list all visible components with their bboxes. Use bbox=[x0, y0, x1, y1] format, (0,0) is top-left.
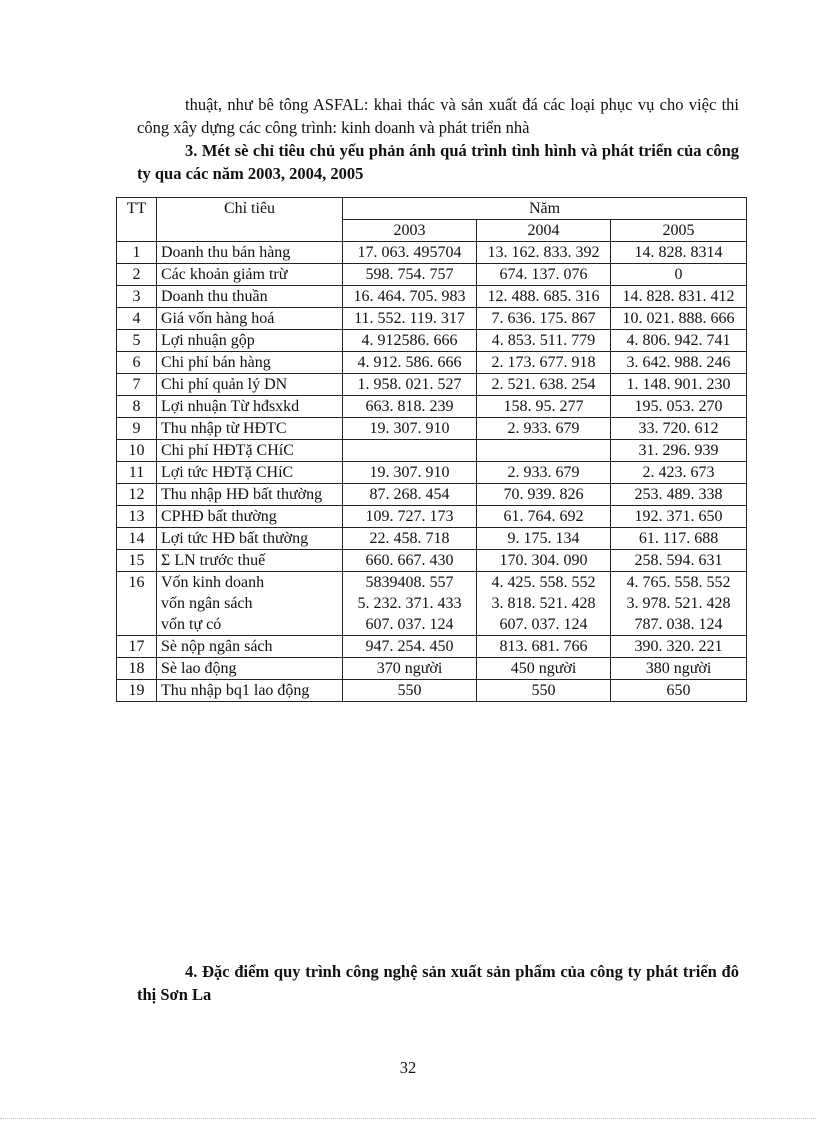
table-row bbox=[117, 550, 747, 572]
row-value-2003: 11. 552. 119. 317 bbox=[343, 308, 477, 330]
row-value-2004: 550 bbox=[477, 680, 611, 702]
row-tt: 2 bbox=[117, 264, 157, 286]
row-tt: 13 bbox=[117, 506, 157, 528]
table-row bbox=[117, 418, 747, 440]
row-value-2004: 170. 304. 090 bbox=[477, 550, 611, 572]
intro-paragraph bbox=[137, 93, 739, 139]
row-tt: 7 bbox=[117, 374, 157, 396]
table-row bbox=[117, 484, 747, 506]
row-label: Lợi tức HĐTặ CHíC bbox=[157, 462, 343, 484]
row-value-2003: 370 người bbox=[343, 658, 477, 680]
row-value-2004: 7. 636. 175. 867 bbox=[477, 308, 611, 330]
row-value-2005: 195. 053. 270 bbox=[611, 396, 747, 418]
row-tt: 1 bbox=[117, 242, 157, 264]
row-value-2004: 61. 764. 692 bbox=[477, 506, 611, 528]
row-tt: 15 bbox=[117, 550, 157, 572]
header-year-2005: 2005 bbox=[611, 220, 747, 242]
row-value-2004: 158. 95. 277 bbox=[477, 396, 611, 418]
row-value-2003: 19. 307. 910 bbox=[343, 418, 477, 440]
row-label: Thu nhập HĐ bất thường bbox=[157, 484, 343, 506]
row-value-2004: 13. 162. 833. 392 bbox=[477, 242, 611, 264]
row-value-2003: 663. 818. 239 bbox=[343, 396, 477, 418]
row-label: Thu nhập từ HĐTC bbox=[157, 418, 343, 440]
row-value-2004: 2. 521. 638. 254 bbox=[477, 374, 611, 396]
header-tt: TT bbox=[117, 198, 157, 242]
table-row bbox=[117, 330, 747, 352]
intro-line-1: thuật, như bê tông ASFAL: khai thác và sản xuất đá các loại phục vụ bbox=[185, 95, 655, 114]
table-row bbox=[117, 636, 747, 658]
row-label: Lợi nhuận gộp bbox=[157, 330, 343, 352]
row-value-2003: 4. 912. 586. 666 bbox=[343, 352, 477, 374]
row-label: Chi phí bán hàng bbox=[157, 352, 343, 374]
row-value-2004: 4. 853. 511. 779 bbox=[477, 330, 611, 352]
row-value-2003: 16. 464. 705. 983 bbox=[343, 286, 477, 308]
row-value-2005: 380 người bbox=[611, 658, 747, 680]
row-value-2003: 947. 254. 450 bbox=[343, 636, 477, 658]
table-row bbox=[117, 242, 747, 264]
row-tt: 8 bbox=[117, 396, 157, 418]
table-row bbox=[117, 374, 747, 396]
indicator-table bbox=[116, 197, 747, 702]
row-label: Chi phí HĐTặ CHíC bbox=[157, 440, 343, 462]
row-value-2004 bbox=[477, 440, 611, 462]
table-row bbox=[117, 286, 747, 308]
page-bottom-rule bbox=[0, 1118, 816, 1119]
row-value-2004: 9. 175. 134 bbox=[477, 528, 611, 550]
row-value-2004: 813. 681. 766 bbox=[477, 636, 611, 658]
row-tt: 4 bbox=[117, 308, 157, 330]
row-value-2003: 598. 754. 757 bbox=[343, 264, 477, 286]
row-value-2004: 674. 137. 076 bbox=[477, 264, 611, 286]
row-tt: 19 bbox=[117, 680, 157, 702]
row-value-2005: 390. 320. 221 bbox=[611, 636, 747, 658]
header-nam: Năm bbox=[343, 198, 747, 220]
row-value-2004: 2. 933. 679 bbox=[477, 462, 611, 484]
row-value-2004: 4. 425. 558. 552 3. 818. 521. 428 607. 037. 124 bbox=[477, 572, 611, 636]
table-row bbox=[117, 658, 747, 680]
row-label: Vốn kinh doanh vốn ngân sách vốn tự có bbox=[157, 572, 343, 636]
row-tt: 16 bbox=[117, 572, 157, 636]
intro-line-2: cho việc thi công xây dựng các công trình: kinh doanh và phát triển nhà bbox=[137, 95, 740, 137]
row-tt: 5 bbox=[117, 330, 157, 352]
row-value-2003: 87. 268. 454 bbox=[343, 484, 477, 506]
row-value-2003: 5839408. 557 5. 232. 371. 433 607. 037. 124 bbox=[343, 572, 477, 636]
table-row bbox=[117, 506, 747, 528]
row-tt: 9 bbox=[117, 418, 157, 440]
row-value-2004: 12. 488. 685. 316 bbox=[477, 286, 611, 308]
row-value-2003: 109. 727. 173 bbox=[343, 506, 477, 528]
table-row bbox=[117, 264, 747, 286]
row-tt: 3 bbox=[117, 286, 157, 308]
row-label: Sè lao động bbox=[157, 658, 343, 680]
row-label: Σ LN trước thuế bbox=[157, 550, 343, 572]
row-value-2003: 550 bbox=[343, 680, 477, 702]
row-tt: 11 bbox=[117, 462, 157, 484]
row-value-2003: 19. 307. 910 bbox=[343, 462, 477, 484]
table-header-row bbox=[117, 198, 747, 220]
row-value-2005: 258. 594. 631 bbox=[611, 550, 747, 572]
row-label: Doanh thu bán hàng bbox=[157, 242, 343, 264]
row-value-2005: 2. 423. 673 bbox=[611, 462, 747, 484]
row-value-2005: 192. 371. 650 bbox=[611, 506, 747, 528]
row-label: CPHĐ bất thường bbox=[157, 506, 343, 528]
row-value-2004: 2. 933. 679 bbox=[477, 418, 611, 440]
row-value-2005: 1. 148. 901. 230 bbox=[611, 374, 747, 396]
row-label: Giá vốn hàng hoá bbox=[157, 308, 343, 330]
table-row bbox=[117, 440, 747, 462]
table-row bbox=[117, 528, 747, 550]
row-label: Sè nộp ngân sách bbox=[157, 636, 343, 658]
table-row bbox=[117, 462, 747, 484]
section-3-heading: 3. Mét sè chỉ tiêu chủ yếu phản ánh quá trình tình hình và phát triển của công ty qua các năm 2003, 2004, 2005 bbox=[137, 141, 739, 183]
row-value-2005: 14. 828. 831. 412 bbox=[611, 286, 747, 308]
row-value-2003: 660. 667. 430 bbox=[343, 550, 477, 572]
row-value-2004: 70. 939. 826 bbox=[477, 484, 611, 506]
page-number: 32 bbox=[399, 1058, 417, 1077]
row-tt: 18 bbox=[117, 658, 157, 680]
row-label: Chi phí quản lý DN bbox=[157, 374, 343, 396]
row-value-2004: 450 người bbox=[477, 658, 611, 680]
row-label: Thu nhập bq1 lao động bbox=[157, 680, 343, 702]
indicator-table-body bbox=[117, 198, 747, 702]
row-label: Lợi nhuận Từ hđsxkd bbox=[157, 396, 343, 418]
table-row bbox=[117, 680, 747, 702]
table-row bbox=[117, 396, 747, 418]
section-4-heading: 4. Đặc điểm quy trình công nghệ sản xuất sản phẩm của công ty phát triển đô thị Sơn La bbox=[137, 962, 739, 1004]
row-label: Các khoản giảm trừ bbox=[157, 264, 343, 286]
table-row bbox=[117, 572, 747, 636]
row-value-2005: 0 bbox=[611, 264, 747, 286]
row-value-2005: 14. 828. 8314 bbox=[611, 242, 747, 264]
row-value-2005: 650 bbox=[611, 680, 747, 702]
row-tt: 14 bbox=[117, 528, 157, 550]
row-value-2003: 17. 063. 495704 bbox=[343, 242, 477, 264]
row-value-2005: 33. 720. 612 bbox=[611, 418, 747, 440]
table-row bbox=[117, 352, 747, 374]
row-value-2005: 10. 021. 888. 666 bbox=[611, 308, 747, 330]
row-tt: 12 bbox=[117, 484, 157, 506]
row-tt: 17 bbox=[117, 636, 157, 658]
row-value-2005: 4. 806. 942. 741 bbox=[611, 330, 747, 352]
row-tt: 6 bbox=[117, 352, 157, 374]
row-value-2005: 253. 489. 338 bbox=[611, 484, 747, 506]
row-label: Lợi tức HĐ bất thường bbox=[157, 528, 343, 550]
row-label: Doanh thu thuần bbox=[157, 286, 343, 308]
row-value-2005: 31. 296. 939 bbox=[611, 440, 747, 462]
row-value-2003 bbox=[343, 440, 477, 462]
row-value-2004: 2. 173. 677. 918 bbox=[477, 352, 611, 374]
row-value-2003: 22. 458. 718 bbox=[343, 528, 477, 550]
row-value-2005: 61. 117. 688 bbox=[611, 528, 747, 550]
row-value-2005: 4. 765. 558. 552 3. 978. 521. 428 787. 038. 124 bbox=[611, 572, 747, 636]
row-value-2005: 3. 642. 988. 246 bbox=[611, 352, 747, 374]
row-value-2003: 1. 958. 021. 527 bbox=[343, 374, 477, 396]
row-value-2003: 4. 912586. 666 bbox=[343, 330, 477, 352]
header-year-2003: 2003 bbox=[343, 220, 477, 242]
table-row bbox=[117, 308, 747, 330]
header-year-2004: 2004 bbox=[477, 220, 611, 242]
row-tt: 10 bbox=[117, 440, 157, 462]
header-chi-tieu: Chỉ tiêu bbox=[157, 198, 343, 242]
